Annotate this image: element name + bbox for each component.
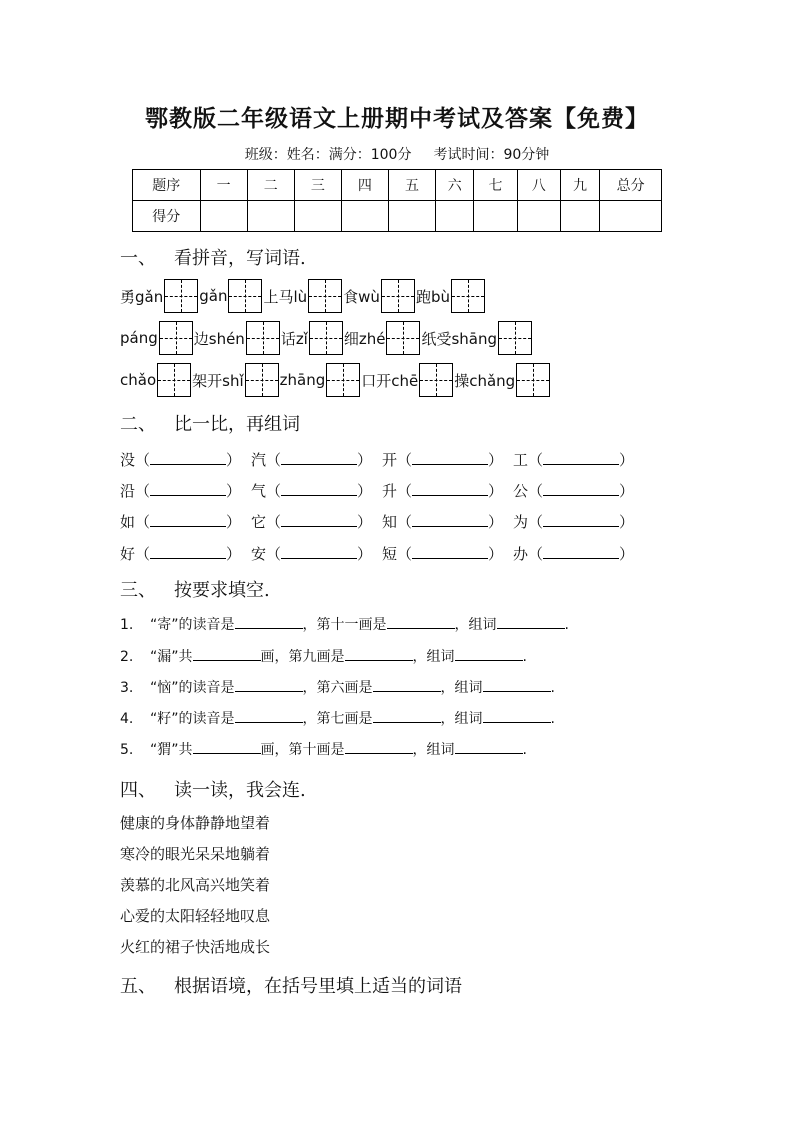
- answer-blank[interactable]: [281, 452, 357, 465]
- end-mark: .: [522, 742, 527, 758]
- paren-open: （: [135, 545, 151, 563]
- header-cell: 六: [436, 170, 474, 201]
- pinyin-row: [120, 320, 533, 356]
- paren-open: （: [266, 482, 282, 500]
- writing-box[interactable]: [516, 363, 550, 397]
- paren-close: ）: [619, 451, 635, 469]
- compare-item: [120, 480, 251, 501]
- paren-open: （: [528, 451, 544, 469]
- prompt-text: ，组词: [412, 742, 455, 758]
- pinyin-text: 勇gǎn: [120, 287, 164, 306]
- prompt-text: ，组词: [412, 649, 455, 665]
- compare-char: 工: [513, 451, 529, 469]
- paren-close: ）: [226, 451, 242, 469]
- section-title: 比一比，再组词: [174, 414, 300, 435]
- header-cell: 总分: [600, 170, 662, 201]
- compare-item: [120, 511, 251, 532]
- paren-close: ）: [488, 482, 504, 500]
- pinyin-text: páng: [120, 329, 158, 347]
- answer-blank[interactable]: [412, 483, 488, 496]
- score-cell[interactable]: [247, 201, 294, 232]
- item-number: 5.: [120, 742, 134, 758]
- paren-close: ）: [619, 545, 635, 563]
- answer-blank[interactable]: [281, 546, 357, 559]
- paren-open: （: [397, 451, 413, 469]
- compare-item: [513, 449, 644, 470]
- paren-open: （: [135, 513, 151, 531]
- section-number: 一、: [120, 248, 156, 269]
- paren-open: （: [397, 513, 413, 531]
- fill-item: [120, 614, 569, 634]
- answer-blank[interactable]: [543, 546, 619, 559]
- fill-item: [120, 646, 527, 666]
- compare-char: 公: [513, 482, 529, 500]
- answer-blank[interactable]: [483, 710, 551, 723]
- writing-box[interactable]: [381, 279, 415, 313]
- target-char: “寄”: [150, 617, 179, 633]
- header-cell: 四: [341, 170, 388, 201]
- score-cell[interactable]: [517, 201, 560, 232]
- item-number: 1.: [120, 617, 134, 633]
- score-table-header-row: [133, 170, 662, 201]
- answer-blank[interactable]: [373, 679, 441, 692]
- header-cell: 八: [517, 170, 560, 201]
- writing-box[interactable]: [326, 363, 360, 397]
- connect-line: 寒冷的眼光呆呆地躺着: [120, 845, 271, 863]
- prompt-text: 画，第十画是: [260, 742, 345, 758]
- end-mark: .: [564, 617, 569, 633]
- answer-blank[interactable]: [345, 741, 413, 754]
- row-label: 得分: [133, 201, 201, 232]
- header-cell: 题序: [133, 170, 201, 201]
- prompt-text: ，第十一画是: [302, 617, 387, 633]
- score-table: [132, 169, 662, 232]
- compare-char: 安: [251, 545, 267, 563]
- paren-open: （: [528, 545, 544, 563]
- pinyin-text: 跑bù: [415, 287, 450, 306]
- writing-box[interactable]: [386, 321, 420, 355]
- header-cell: 一: [200, 170, 247, 201]
- section-4-heading: [120, 776, 306, 802]
- writing-box[interactable]: [246, 321, 280, 355]
- item-number: 4.: [120, 711, 134, 727]
- exam-info: [0, 144, 794, 164]
- compare-item: [382, 511, 513, 532]
- compare-char: 汽: [251, 451, 267, 469]
- connect-line: 羡慕的北风高兴地笑着: [120, 876, 271, 894]
- writing-box[interactable]: [157, 363, 191, 397]
- writing-box[interactable]: [228, 279, 262, 313]
- writing-box[interactable]: [451, 279, 485, 313]
- pinyin-text: 食wù: [343, 287, 380, 306]
- target-char: “漏”: [150, 649, 179, 665]
- paren-close: ）: [619, 513, 635, 531]
- paren-open: （: [528, 482, 544, 500]
- answer-blank[interactable]: [387, 616, 455, 629]
- target-char: “恼”: [150, 680, 179, 696]
- answer-blank[interactable]: [483, 679, 551, 692]
- section-number: 二、: [120, 414, 156, 435]
- header-cell: 三: [294, 170, 341, 201]
- paren-close: ）: [226, 545, 242, 563]
- paren-close: ）: [226, 513, 242, 531]
- score-cell[interactable]: [200, 201, 247, 232]
- writing-box[interactable]: [159, 321, 193, 355]
- paren-open: （: [266, 545, 282, 563]
- score-cell[interactable]: [341, 201, 388, 232]
- item-number: 3.: [120, 680, 134, 696]
- section-title: 按要求填空.: [174, 580, 270, 601]
- answer-blank[interactable]: [281, 483, 357, 496]
- target-char: “猬”: [150, 742, 179, 758]
- prompt-text: ，第六画是: [302, 680, 373, 696]
- answer-blank[interactable]: [455, 741, 523, 754]
- fill-item: [120, 708, 555, 728]
- compare-item: [251, 543, 382, 564]
- answer-blank[interactable]: [497, 616, 565, 629]
- paren-open: （: [266, 451, 282, 469]
- prompt-text: 的读音是: [178, 680, 235, 696]
- writing-box[interactable]: [419, 363, 453, 397]
- paren-open: （: [266, 513, 282, 531]
- pinyin-text: zhāng: [279, 371, 326, 389]
- writing-box[interactable]: [308, 279, 342, 313]
- pinyin-text: 话zǐ: [280, 329, 308, 348]
- connect-line: 火红的裙子快活地成长: [120, 938, 271, 956]
- score-cell[interactable]: [474, 201, 517, 232]
- header-cell: 二: [247, 170, 294, 201]
- paren-open: （: [135, 482, 151, 500]
- compare-item: [251, 480, 382, 501]
- page-title: 鄂教版二年级语文上册期中考试及答案【免费】: [145, 105, 649, 132]
- compare-row: [120, 543, 644, 564]
- exam-time: 考试时间：90分钟: [433, 147, 550, 163]
- fill-item: [120, 677, 555, 697]
- header-cell: 九: [560, 170, 599, 201]
- prompt-text: 的读音是: [178, 617, 235, 633]
- pinyin-text: gǎn: [199, 287, 228, 305]
- end-mark: .: [550, 711, 555, 727]
- score-cell[interactable]: [294, 201, 341, 232]
- prompt-text: 共: [178, 649, 193, 665]
- paren-open: （: [135, 451, 151, 469]
- answer-blank[interactable]: [193, 741, 261, 754]
- compare-item: [251, 511, 382, 532]
- section-2-heading: [120, 410, 300, 436]
- compare-row: [120, 480, 644, 501]
- prompt-text: 共: [178, 742, 193, 758]
- writing-box[interactable]: [245, 363, 279, 397]
- prompt-text: ，第七画是: [302, 711, 373, 727]
- class-name-score: 班级：姓名：满分：100分: [244, 147, 412, 163]
- end-mark: .: [522, 649, 527, 665]
- pinyin-text: 边shén: [193, 329, 245, 348]
- compare-item: [513, 543, 644, 564]
- paren-close: ）: [488, 545, 504, 563]
- connect-line: 心爱的太阳轻轻地叹息: [120, 907, 271, 925]
- item-number: 2.: [120, 649, 134, 665]
- section-number: 五、: [120, 976, 156, 997]
- compare-char: 办: [513, 545, 529, 563]
- compare-char: 短: [382, 545, 398, 563]
- pinyin-text: chǎo: [120, 371, 157, 389]
- score-cell[interactable]: [388, 201, 435, 232]
- answer-blank[interactable]: [412, 546, 488, 559]
- answer-blank[interactable]: [150, 483, 226, 496]
- score-cell[interactable]: [600, 201, 662, 232]
- paren-open: （: [397, 482, 413, 500]
- target-char: “籽”: [150, 711, 179, 727]
- end-mark: .: [550, 680, 555, 696]
- compare-char: 升: [382, 482, 398, 500]
- compare-char: 它: [251, 513, 267, 531]
- compare-char: 知: [382, 513, 398, 531]
- answer-blank[interactable]: [455, 648, 523, 661]
- answer-blank[interactable]: [281, 514, 357, 527]
- compare-item: [382, 449, 513, 470]
- compare-item: [120, 449, 251, 470]
- prompt-text: ，组词: [440, 711, 483, 727]
- compare-char: 没: [120, 451, 136, 469]
- answer-blank[interactable]: [412, 514, 488, 527]
- compare-char: 沿: [120, 482, 136, 500]
- paren-close: ）: [619, 482, 635, 500]
- score-cell[interactable]: [560, 201, 599, 232]
- answer-blank[interactable]: [235, 710, 303, 723]
- compare-item: [251, 449, 382, 470]
- compare-char: 如: [120, 513, 136, 531]
- answer-blank[interactable]: [235, 679, 303, 692]
- compare-item: [513, 480, 644, 501]
- paren-open: （: [528, 513, 544, 531]
- writing-box[interactable]: [498, 321, 532, 355]
- answer-blank[interactable]: [412, 452, 488, 465]
- answer-blank[interactable]: [150, 452, 226, 465]
- answer-blank[interactable]: [150, 546, 226, 559]
- section-number: 三、: [120, 580, 156, 601]
- paren-close: ）: [226, 482, 242, 500]
- pinyin-text: 架开shǐ: [192, 371, 244, 390]
- score-cell[interactable]: [436, 201, 474, 232]
- section-title: 看拼音，写词语.: [174, 248, 306, 269]
- paren-close: ）: [357, 513, 373, 531]
- compare-char: 为: [513, 513, 529, 531]
- compare-item: [382, 543, 513, 564]
- paren-close: ）: [357, 545, 373, 563]
- prompt-text: 的读音是: [178, 711, 235, 727]
- answer-blank[interactable]: [543, 452, 619, 465]
- compare-row: [120, 449, 644, 470]
- prompt-text: ，组词: [454, 617, 497, 633]
- connect-line: 健康的身体静静地望着: [120, 814, 271, 832]
- pinyin-row: [120, 278, 486, 314]
- writing-box[interactable]: [164, 279, 198, 313]
- answer-blank[interactable]: [543, 514, 619, 527]
- compare-item: [120, 543, 251, 564]
- compare-char: 好: [120, 545, 136, 563]
- paren-close: ）: [488, 513, 504, 531]
- prompt-text: 画，第九画是: [260, 649, 345, 665]
- prompt-text: ，组词: [440, 680, 483, 696]
- writing-box[interactable]: [309, 321, 343, 355]
- pinyin-text: 上马lù: [263, 287, 308, 306]
- header-cell: 七: [474, 170, 517, 201]
- pinyin-text: 纸受shāng: [421, 329, 498, 348]
- answer-blank[interactable]: [193, 648, 261, 661]
- pinyin-text: 操chǎng: [454, 371, 516, 390]
- paren-close: ）: [357, 482, 373, 500]
- compare-row: [120, 511, 644, 532]
- section-title: 根据语境，在括号里填上适当的词语: [174, 976, 462, 997]
- header-cell: 五: [388, 170, 435, 201]
- answer-blank[interactable]: [345, 648, 413, 661]
- pinyin-row: [120, 362, 551, 398]
- score-table-score-row: [133, 201, 662, 232]
- section-3-heading: [120, 576, 270, 602]
- fill-item: [120, 739, 527, 759]
- answer-blank[interactable]: [150, 514, 226, 527]
- pinyin-text: 细zhé: [343, 329, 386, 348]
- section-title: 读一读，我会连.: [174, 780, 306, 801]
- answer-blank[interactable]: [235, 616, 303, 629]
- compare-char: 气: [251, 482, 267, 500]
- section-1-heading: [120, 244, 306, 270]
- section-number: 四、: [120, 780, 156, 801]
- compare-char: 开: [382, 451, 398, 469]
- answer-blank[interactable]: [373, 710, 441, 723]
- paren-close: ）: [488, 451, 504, 469]
- paren-close: ）: [357, 451, 373, 469]
- paren-open: （: [397, 545, 413, 563]
- pinyin-text: 口开chē: [361, 371, 419, 390]
- compare-item: [513, 511, 644, 532]
- section-5-heading: [120, 972, 462, 998]
- compare-item: [382, 480, 513, 501]
- answer-blank[interactable]: [543, 483, 619, 496]
